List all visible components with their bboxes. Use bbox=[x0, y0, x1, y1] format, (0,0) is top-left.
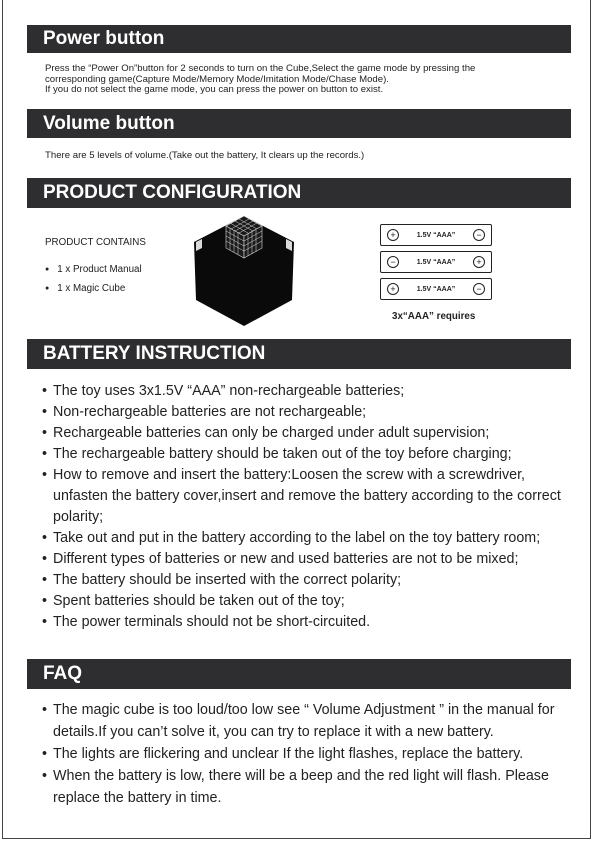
battery-1-plus: + bbox=[387, 229, 399, 241]
power-line-3: If you do not select the game mode, you can press the power on button to exist. bbox=[45, 84, 384, 95]
battery-item-9: • Spent batteries should be taken out of the toy; bbox=[42, 591, 577, 612]
battery-item-6: • Take out and put in the battery according to the label on the toy battery room; bbox=[42, 528, 577, 549]
power-line-2: corresponding game(Capture Mode/Memory Mode/Imitation Mode/Chase Mode). bbox=[45, 73, 389, 85]
contains-item-cube: ● 1 x Magic Cube bbox=[45, 283, 125, 294]
power-line-1: Press the “Power On”button for 2 seconds to turn on the Cube,Select the game mode by pressing the bbox=[45, 63, 476, 74]
faq-title: FAQ bbox=[43, 663, 83, 684]
volume-button-title: Volume button bbox=[43, 112, 175, 134]
product-configuration-heading bbox=[27, 178, 571, 208]
volume-button-text bbox=[45, 151, 565, 162]
contains-item-manual: ● 1 x Product Manual bbox=[45, 264, 142, 275]
volume-button-heading bbox=[27, 109, 571, 138]
battery-1-label: 1.5V “AAA” bbox=[416, 231, 456, 239]
battery-instruction-title: BATTERY INSTRUCTION bbox=[43, 343, 266, 364]
battery-requirement-caption: 3x“AAA” requires bbox=[392, 311, 476, 322]
battery-item-7: • Different types of batteries or new and used batteries are not to be mixed; bbox=[42, 549, 577, 570]
battery-1-minus: − bbox=[473, 229, 485, 241]
product-configuration-title: PRODUCT CONFIGURATION bbox=[43, 182, 302, 203]
battery-instruction-list bbox=[42, 381, 577, 633]
battery-2-label: 1.5V “AAA” bbox=[416, 258, 456, 266]
volume-line: There are 5 levels of volume.(Take out the battery, It clears up the records.) bbox=[45, 150, 365, 161]
battery-item-10: • The power terminals should not be short-circuited. bbox=[42, 612, 577, 633]
battery-3 bbox=[380, 278, 492, 300]
battery-1 bbox=[380, 224, 492, 246]
battery-2-plus: + bbox=[473, 256, 485, 268]
battery-item-1: • The toy uses 3x1.5V “AAA” non-rechargeable batteries; bbox=[42, 381, 577, 402]
battery-instruction-heading bbox=[27, 339, 571, 369]
faq-heading bbox=[27, 659, 571, 689]
battery-3-minus: − bbox=[473, 283, 485, 295]
power-button-title: Power button bbox=[43, 28, 165, 49]
faq-list bbox=[42, 699, 577, 809]
product-contains-label: PRODUCT CONTAINS bbox=[45, 237, 146, 248]
battery-item-2: • Non-rechargeable batteries are not rechargeable; bbox=[42, 402, 577, 423]
battery-item-5: • How to remove and insert the battery:Loosen the screw with a screwdriver, unfasten the battery cover,insert and remove the battery according to the correct polarity; bbox=[42, 465, 577, 528]
power-button-heading bbox=[27, 25, 571, 53]
faq-item-2: • The lights are flickering and unclear If the light flashes, replace the battery. bbox=[42, 743, 577, 765]
battery-item-4: • The rechargeable battery should be taken out of the toy before charging; bbox=[42, 444, 577, 465]
battery-2 bbox=[380, 251, 492, 273]
battery-item-8: • The battery should be inserted with the correct polarity; bbox=[42, 570, 577, 591]
battery-3-plus: + bbox=[387, 283, 399, 295]
battery-item-3: • Rechargeable batteries can only be charged under adult supervision; bbox=[42, 423, 577, 444]
faq-item-3: • When the battery is low, there will be a beep and the red light will flash. Please replace the battery in time. bbox=[42, 765, 577, 809]
battery-3-label: 1.5V “AAA” bbox=[416, 285, 456, 293]
faq-item-1: • The magic cube is too loud/too low see “ Volume Adjustment ” in the manual for details.If you can’t solve it, you can try to replace it with a new battery. bbox=[42, 699, 577, 743]
battery-illustration bbox=[374, 224, 498, 304]
battery-2-minus: − bbox=[387, 256, 399, 268]
power-button-text bbox=[45, 64, 565, 96]
magic-cube-icon bbox=[190, 212, 298, 328]
